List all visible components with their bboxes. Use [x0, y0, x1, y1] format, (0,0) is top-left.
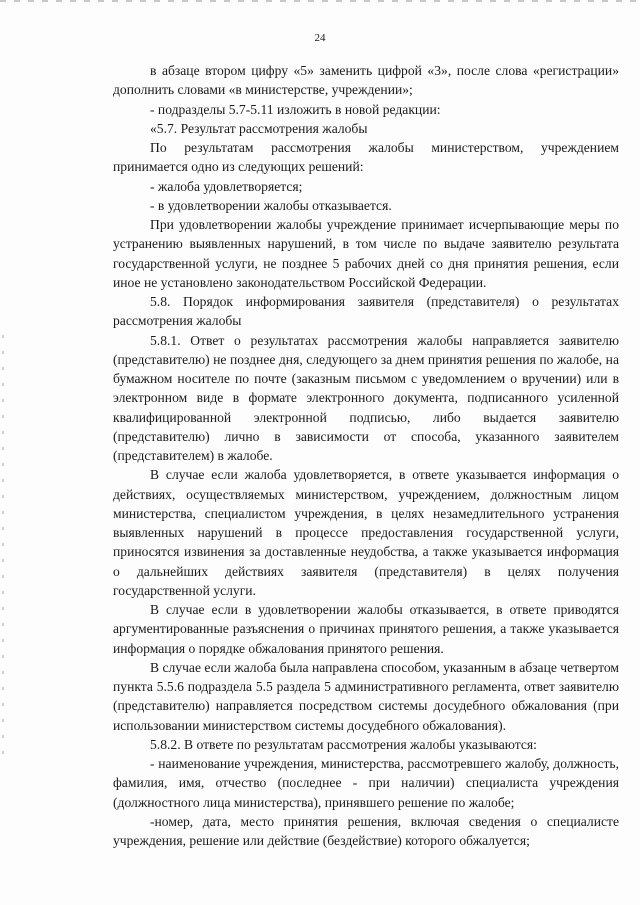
paragraph: в абзаце втором цифру «5» заменить цифрой «3», после слова «регистрации» дополнить словами «в министерстве, учреждении»; [113, 63, 619, 98]
scan-left-edge [2, 335, 4, 755]
paragraph: В случае если в удовлетворении жалобы отказывается, в ответе приводятся аргументированные разъяснения о причинах принятого решения, а также указывается информация о порядке обжалования принятого решения. [113, 602, 619, 656]
paragraph: При удовлетворении жалобы учреждение принимает исчерпывающие меры по устранению выявленных нарушений, в том числе по выдаче заявителю результата государственной услуги, не позднее 5 рабочих дней со дня принятия решения, если иное не установлено законодательством Российской Федерации. [113, 217, 619, 290]
paragraph: - подразделы 5.7-5.11 изложить в новой редакции: [150, 101, 441, 117]
list-item: - в удовлетворении жалобы отказывается. [150, 197, 392, 213]
paragraph: В случае если жалоба удовлетворяется, в ответе указывается информация о действиях, осуществляемых министерством, учреждением, должностным лицом министерства, специалистом учреждения, в целях незамедлительного устранения выявленных нарушений в процессе предоставления государственной услуги, приносятся извинения за доставленные неудобства, а также указывается информация о дальнейших действиях заявителя (представителя) в целях получения государственной услуги. [113, 467, 619, 598]
list-item: -номер, дата, место принятия решения, включая сведения о специалисте учреждения, решение или действие (бездействие) которого обжалуется; [113, 813, 619, 848]
list-item: - наименование учреждения, министерства, рассмотревшего жалобу, должность, фамилия, имя, отчество (последнее - при наличии) специалиста учреждения (должностного лица министерства), принявшего решение по жалобе; [113, 756, 619, 810]
paragraph: По результатам рассмотрения жалобы министерством, учреждением принимается одно из следующих решений: [113, 140, 619, 175]
section-heading: «5.7. Результат рассмотрения жалобы [150, 120, 368, 136]
scan-top-edge [0, 0, 640, 2]
paragraph: 5.8.1. Ответ о результатах рассмотрения жалобы направляется заявителю (представителю) не позднее дня, следующего за днем принятия решения по жалобе, на бумажном носителе по почте (заказным письмом с уведомлением о вручении) или в электронном виде в формате электронного документа, подписанного усиленной квалифицированной электронной подписью, либо выдается заявителю (представителю) лично в зависимости от способа, указанного заявителем (представителем) в жалобе. [113, 332, 619, 463]
paragraph: В случае если жалоба была направлена способом, указанным в абзаце четвертом пункта 5.5.6 подраздела 5.5 раздела 5 административного регламента, ответ заявителю (представителю) направляется посредством системы досудебного обжалования (при использовании министерством системы досудебного обжалования). [113, 659, 620, 733]
paragraph: 5.8.2. В ответе по результатам рассмотрения жалобы указываются: [150, 736, 537, 752]
document-body [113, 61, 619, 850]
section-heading: 5.8. Порядок информирования заявителя (представителя) о результатах рассмотрения жалобы [113, 294, 619, 329]
list-item: - жалоба удовлетворяется; [150, 178, 303, 194]
page-number: 24 [314, 32, 326, 44]
